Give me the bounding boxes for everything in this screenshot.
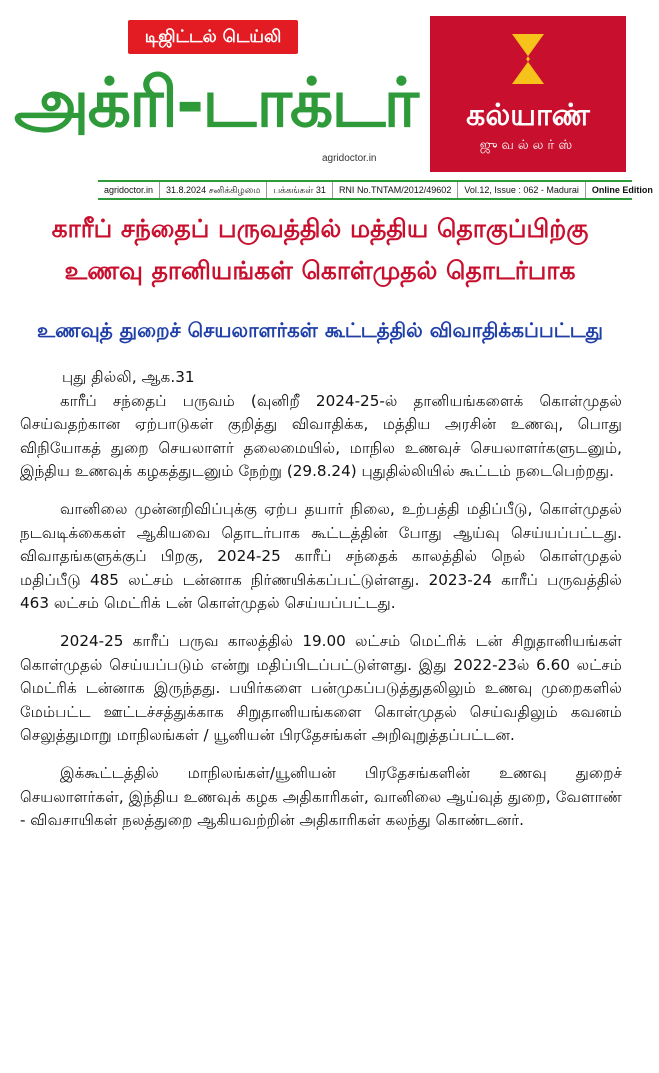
advertisement-name: கல்யாண் (466, 98, 590, 133)
masthead-brand-logo[interactable]: அக்ரி-டாக்டர் (14, 64, 418, 143)
masthead-tagline: டிஜிட்டல் டெய்லி (128, 20, 298, 54)
advertisement-subtitle: ஜுவல்லர்ஸ் (479, 138, 577, 153)
article-paragraph-4: இக்கூட்டத்தில் மாநிலங்கள்/யூனியன் பிரதேசங்களின் உணவு துறைச் செயலாளர்கள், இந்திய உணவுக் கழக அதிகாரிகள், வானிலை ஆய்வுத் துறை, வேளாண் - விவசாயிகள் நலத்துறை ஆகியவற்றின் அதிகாரிகள் கலந்து கொண்டனர். (20, 763, 622, 830)
article-paragraph-1: காரீப் சந்தைப் பருவம் (வுனிறீ 2024-25-ல் தானியங்களைக் கொள்முதல் செய்வதற்கான ஏற்பாடுகள் குறித்து விவாதிக்க, மத்திய அரசின் உணவு, பொது விநியோகத் துறை செயலாளர் தலைமையில், மாநில உணவுச் செயலாளர்களுடனும், இந்திய உணவுக் கழகத்துடனும் நேற்று (29.8.24) புதுதில்லியில் கூட்டம் நடைபெற்றது. (20, 391, 622, 481)
advertisement-banner[interactable] (430, 16, 626, 172)
article-dateline: புது தில்லி, ஆக.31 (62, 368, 195, 386)
info-site[interactable]: agridoctor.in (98, 182, 160, 198)
kalyan-logo-icon (504, 30, 554, 88)
info-pages: பக்கங்கள் 31 (267, 182, 332, 198)
info-edition: Online Edition (591, 185, 653, 195)
info-rni: RNI No.TNTAM/2012/49602 (333, 182, 458, 198)
article-headline (20, 208, 620, 292)
edition-info-bar (98, 180, 653, 200)
masthead (0, 0, 640, 175)
info-date: 31.8.2024 சனிக்கிழமை (160, 182, 267, 198)
info-volume: Vol.12, Issue : 062 - Madurai (458, 182, 586, 198)
article-body (20, 366, 622, 847)
article-subheadline: உணவுத் துறைச் செயலாளர்கள் கூட்டத்தில் விவாதிக்கப்பட்டது (37, 318, 603, 342)
article-paragraph-2: வானிலை முன்னறிவிப்புக்கு ஏற்ப தயார் நிலை, உற்பத்தி மதிப்பீடு, கொள்முதல் நடவடிக்கைகள் ஆகியவை தொடர்பாக கூட்டத்தின் போது ஆய்வு செய்யப்பட்டது. விவாதங்களுக்குப் பிறகு, 2024-25 காரீப் சந்தைக் காலத்தில் நெல் கொள்முதல் மதிப்பீடு 485 லட்சம் டன்னாக நிர்ணயிக்கப்பட்டுள்ளது. 2023-24 காரீப் பருவத்தில் 463 லட்சம் மெட்ரிக் டன் கொள்முதல் செய்யப்பட்டது. (20, 499, 622, 613)
headline-line-1: காரீப் சந்தைப் பருவத்தில் மத்திய தொகுப்பிற்கு (51, 214, 589, 243)
masthead-site[interactable]: agridoctor.in (322, 153, 377, 164)
article-paragraph-3: 2024-25 காரீப் பருவ காலத்தில் 19.00 லட்சம் மெட்ரிக் டன் சிறுதானியங்கள் கொள்முதல் செய்யப்படும் என்று மதிப்பிடப்பட்டுள்ளது. இது 2022-23ல் 6.60 லட்சம் மெட்ரிக் டன்னாக இருந்தது. பயிர்களை பன்முகப்படுத்துதலிலும் உணவு முறைகளில் மேம்பட்ட ஊட்டச்சத்துக்காக சிறுதானியங்களை கொள்முதல் செய்வதிலும் கவனம் செலுத்துமாறு மாநிலங்கள் / யூனியன் பிரதேசங்கள் அறிவுறுத்தப்பட்டன. (20, 631, 622, 745)
headline-line-2: உணவு தானியங்கள் கொள்முதல் தொடர்பாக (64, 256, 576, 285)
